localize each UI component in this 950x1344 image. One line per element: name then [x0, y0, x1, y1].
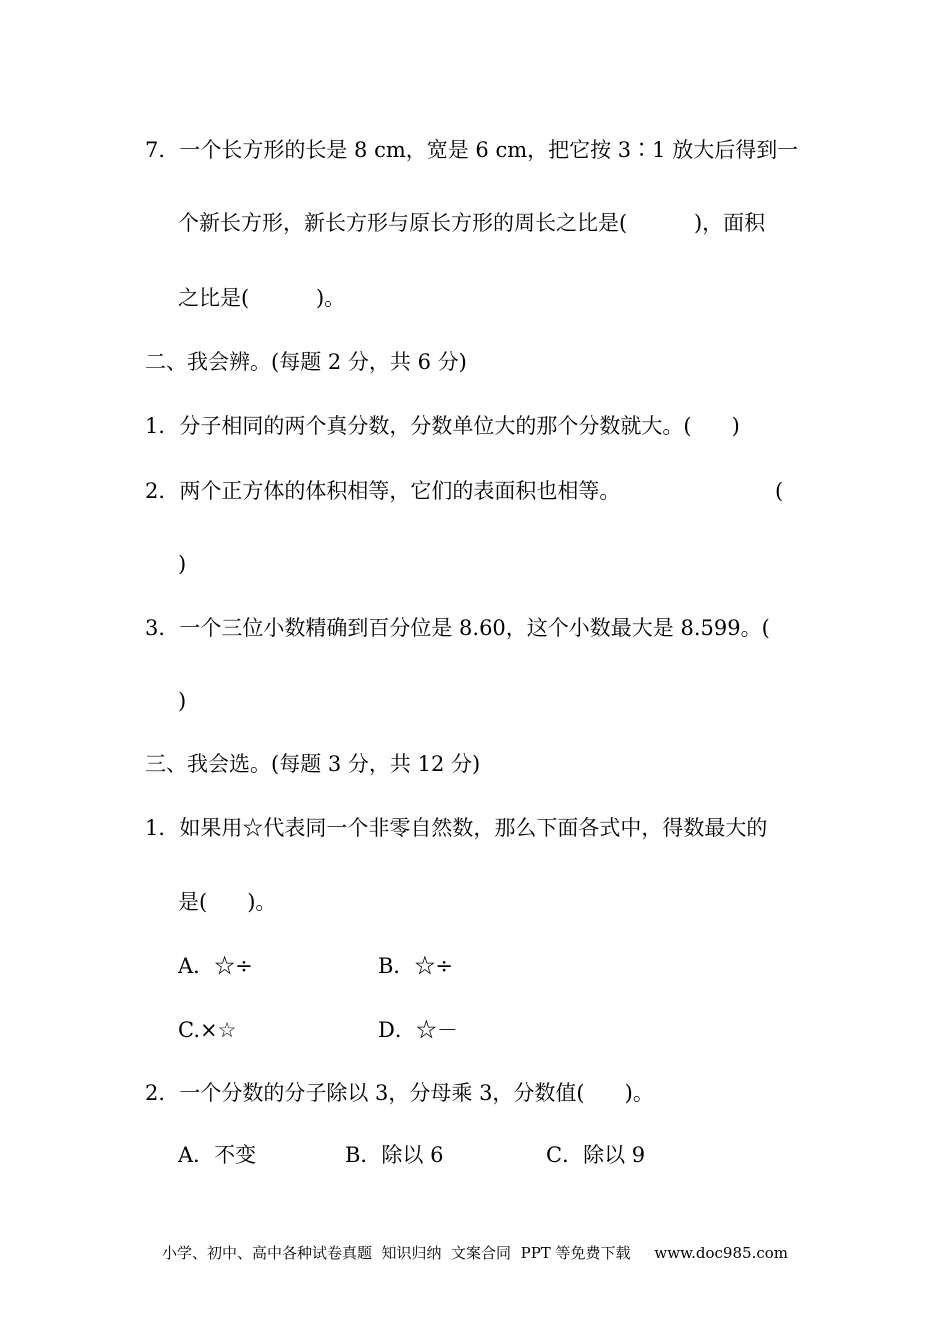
question-7-line-1: 7．一个长方形的长是 8 cm，宽是 6 cm，把它按 3∶1 放大后得到一 [145, 138, 799, 162]
section-3-heading: 三、我会选。(每题 3 分，共 12 分) [145, 752, 481, 776]
option-a: A．不变 [178, 1143, 257, 1167]
page-footer: 小学、初中、高中各种试卷真题 知识归纳 文案合同 PPT 等免费下载 www.doc985.com [161, 1244, 788, 1262]
section-2-question-3: 3．一个三位小数精确到百分位是 8.60，这个小数最大是 8.599。( [145, 616, 770, 640]
question-7-line-2: 个新长方形，新长方形与原长方形的周长之比是( )，面积 [178, 211, 766, 235]
section-3-question-1-line-2: 是( )。 [178, 890, 277, 914]
section-2-question-2-open-paren: ( [775, 479, 784, 503]
option-a: A．☆÷ [178, 954, 253, 978]
option-c: C.×☆ [178, 1018, 237, 1042]
section-2-question-2-close-paren: ) [178, 552, 187, 576]
section-2-question-2: 2．两个正方体的体积相等，它们的表面积也相等。 [145, 479, 621, 503]
section-2-heading: 二、我会辨。(每题 2 分，共 6 分) [145, 350, 467, 374]
option-d: D．☆－ [378, 1018, 458, 1042]
option-c: C．除以 9 [546, 1143, 646, 1167]
question-7-line-3: 之比是( )。 [178, 286, 346, 310]
option-b: B．除以 6 [345, 1143, 444, 1167]
section-2-question-3-close-paren: ) [178, 689, 187, 713]
section-3-question-1-line-1: 1．如果用☆代表同一个非零自然数，那么下面各式中，得数最大的 [145, 816, 768, 840]
option-b: B．☆÷ [378, 954, 454, 978]
section-2-question-1: 1．分子相同的两个真分数，分数单位大的那个分数就大。( ) [145, 414, 740, 438]
section-3-question-2: 2．一个分数的分子除以 3，分母乘 3，分数值( )。 [145, 1081, 654, 1105]
